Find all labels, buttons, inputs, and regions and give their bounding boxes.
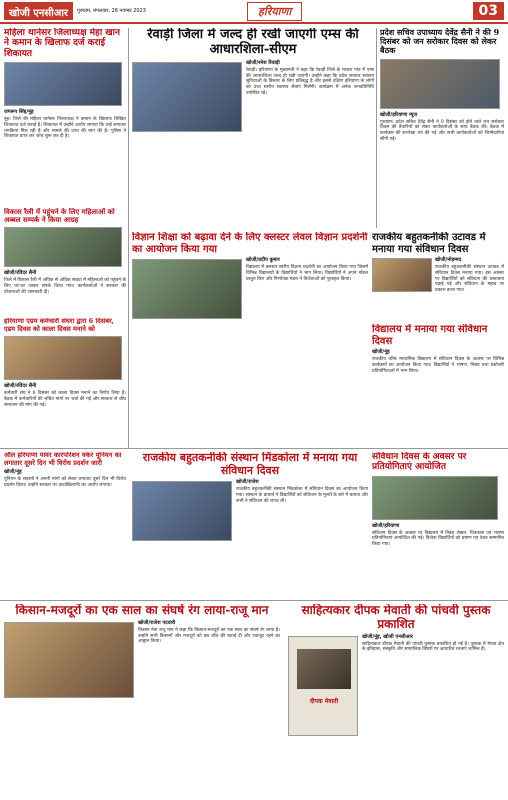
book-cover <box>288 636 358 736</box>
headline: प्रदेश सचिव उपाध्याय देवेंद्र सैनी ने की 9 दिसंबर को जन सरोकार दिवस को लेकर बैठक <box>380 28 500 56</box>
headline: किसान-मजदूरों का एक साल का संघर्ष रंग लाया-राजू मान <box>15 604 269 617</box>
byline: खोजी/नूंह <box>4 469 22 476</box>
article-body: साहित्यकार दीपक मेवाती की पांचवी पुस्तक प्रकाशित हो गई है। पुस्तक में मेवात क्षेत्र के इतिहास, संस्कृति और सामाजिक विषयों पर आधारित रचनाएं शामिल हैं। <box>362 641 504 653</box>
section-divider <box>0 600 508 601</box>
byline: खोजी/हरियाणा न्यूज <box>380 111 418 118</box>
byline: जगरूप सिंह/नूंह <box>4 109 34 116</box>
article-body: यूनियन के सदस्यों ने अपनी मांगों को लेकर लगातार दूसरे दिन भी विरोध प्रदर्शन किया। उन्होंने सरकार पर वादाखिलाफी का आरोप लगाया। <box>4 477 126 488</box>
byline: खोजी/रमेश रिवाड़ी <box>246 59 280 66</box>
news-photo <box>4 622 134 698</box>
headline: ऑल हरियाणा पावर कारपोरेशन वर्कर यूनियन का लगातार दूसरे दिन भी विरोध प्रदर्शन जारी <box>4 452 122 467</box>
column-divider <box>376 28 377 228</box>
article-body: नूंह। जिले की महिला थानेसर जिलाध्यक्ष ने कमान के खिलाफ लिखित शिकायत दर्ज कराई है। शिकायत में उन्होंने आरोप लगाया कि उन्हें लगातार धमकियां मिल रही हैं और मामले की जांच की मांग की है। पुलिस ने शिकायत प्राप्त कर जांच शुरू कर दी है। <box>4 117 126 140</box>
byline: खोजी/मोहम्मद <box>435 257 462 263</box>
headline: राजकीय बहुतकनीकी संस्थान मिंडकोला में मनाया गया संविधान दिवस <box>142 452 358 477</box>
article-body: किसान नेता राजू मान ने कहा कि किसान-मजदूरों का एक साल का संघर्ष रंग लाया है। उन्होंने सभी किसानों और मजदूरों को इस जीत की बधाई दी और एकजुट रहने का आह्वान किया। <box>138 627 280 645</box>
masthead <box>0 0 508 24</box>
headline: विकास रैली में पहुंचने के लिए महिलाओं को अब्बल सम्पर्क ने किया आग्रह <box>4 208 115 225</box>
article-body: संविधान दिवस के अवसर पर विद्यालय में निबंध लेखन, चित्रकला एवं भाषण प्रतियोगिताएं आयोजित की गईं। विजेता विद्यार्थियों को प्रमाण पत्र देकर सम्मानित किया गया। <box>372 530 504 548</box>
byline: खोजी/नूंह <box>372 349 390 355</box>
story-jan-sarokar <box>380 28 504 228</box>
story-power-union <box>4 452 126 598</box>
newspaper-logo: खोजी एनसीआर <box>4 2 73 20</box>
headline: राजकीय बहुतकनीकी उटावड में मनाया गया संविधान दिवस <box>372 232 486 255</box>
headline: संविधान दिवस के अवसर पर प्रतियोगिताएं आयोजित <box>372 452 467 473</box>
article-body: जिले में विकास रैली में अधिक से अधिक संख्या में महिलाओं को पहुंचने के लिए घर-घर जाकर संपर्क किया गया। कार्यकर्ताओं ने सरकार की योजनाओं की जानकारी दी। <box>4 278 126 295</box>
byline: खोजी/राजेश पटवारी <box>138 619 176 626</box>
news-photo <box>132 481 232 541</box>
headline: साहित्यकार दीपक मेवाती की पांचवी पुस्तक प्रकाशित <box>301 604 491 631</box>
byline: खोजी/राजेश <box>236 479 259 486</box>
page-number: 03 <box>473 2 504 20</box>
date-line: गुरुग्राम, मंगलवार, 28 नवम्बर 2023 <box>77 7 146 14</box>
story-employee-union <box>4 318 126 446</box>
news-photo <box>372 476 498 520</box>
story-book-published <box>288 604 504 796</box>
author-photo <box>297 649 351 689</box>
byline: खोजी/रविंदर सैनी <box>4 270 37 277</box>
story-competitions <box>372 452 504 598</box>
headline: विद्यालय में मनाया गया संविधान दिवस <box>372 324 488 347</box>
article-body: राजकीय वरिष्ठ माध्यमिक विद्यालय में संविधान दिवस के अवसर पर विभिन्न कार्यक्रमों का आयोजन किया गया। विद्यार्थियों ने भाषण, निबंध तथा प्रश्नोत्तरी प्रतियोगिताओं में भाग लिया। <box>372 357 504 374</box>
story-vikas-rally <box>4 208 126 318</box>
news-photo <box>380 59 500 109</box>
story-mindkola-samvidhan <box>132 452 368 598</box>
byline: खोजी/हरियाणा <box>372 522 400 529</box>
story-utawad-samvidhan <box>372 232 504 322</box>
book-cover-title: दीपक मेवाती <box>309 697 339 705</box>
article-body: राजकीय बहुतकनीकी संस्थान उटावड में संविधान दिवस मनाया गया। इस अवसर पर विद्यार्थियों को संविधान की प्रस्तावना पढ़ाई गई और संविधान के महत्व पर प्रकाश डाला गया। <box>435 265 504 294</box>
article-body: विद्यालय में क्लस्टर स्तरीय विज्ञान प्रदर्शनी का आयोजन किया गया जिसमें विभिन्न विद्यालयों के विद्यार्थियों ने भाग लिया। विद्यार्थियों ने अपने मॉडल प्रस्तुत किए और निर्णायक मंडल ने विजेताओं को पुरस्कृत किया। <box>246 265 368 282</box>
story-thanesar <box>4 28 126 208</box>
story-aiims <box>132 28 374 228</box>
story-science-exhibition <box>132 232 368 446</box>
headline: रेवाड़ी जिला में जल्द ही रखी जाएगी एम्स की आधारशिला-सीएम <box>147 28 359 57</box>
byline: खोजी/प्रदीप कुमार <box>246 257 280 263</box>
news-photo <box>4 336 122 380</box>
headline: विज्ञान शिक्षा को बढ़ावा देने के लिए क्लस्टर लेवल विज्ञान प्रदर्शनी का आयोजन किया गया <box>132 232 368 255</box>
article-body: कर्मचारी संघ ने 6 दिसंबर को काला दिवस मनाने का निर्णय लिया है। बैठक में कर्मचारियों की लंबित मांगों पर चर्चा की गई और सरकार से शीघ्र समाधान की मांग की गई। <box>4 391 126 408</box>
section-divider <box>0 448 508 449</box>
article-body: राजकीय बहुतकनीकी संस्थान मिंडकोला में संविधान दिवस का आयोजन किया गया। संस्थान के प्राचार्य ने विद्यार्थियों को संविधान के मूल्यों के बारे में बताया और सभी ने संविधान की शपथ ली। <box>236 487 368 504</box>
news-photo <box>4 227 122 267</box>
story-school-samvidhan <box>372 324 504 446</box>
headline: महिला थानेसर जिलाध्यक्ष मेहा खान ने कमान के खिलाफ दर्ज कराई शिकायत <box>4 28 120 59</box>
story-farmers-struggle <box>4 604 280 796</box>
byline: खोजी/रविंदर सैनी <box>4 383 37 390</box>
news-photo <box>372 258 432 292</box>
headline: हरियाणा एग्रम कर्मचारी संघरा द्वारा 6 दिसंबर, एडम दिवस को काला दिवस मनाने को <box>4 318 114 333</box>
news-photo <box>132 62 242 132</box>
section-title: हरियाणा <box>247 2 302 21</box>
article-body: गुरुग्राम। प्रदेश सचिव देवेंद्र सैनी ने 9 दिसंबर को होने वाले जन सरोकार दिवस की तैयारियों को लेकर कार्यकर्ताओं के साथ बैठक की। बैठक में कार्यक्रम की रूपरेखा तय की गई और सभी कार्यकर्ताओं को जिम्मेदारियां सौंपी गईं। <box>380 119 504 142</box>
news-photo <box>4 62 122 106</box>
article-body: रेवाड़ी। हरियाणा के मुख्यमंत्री ने कहा कि रेवाड़ी जिले के माजरा गांव में एम्स की आधारशिला जल्द ही रखी जाएगी। उन्होंने कहा कि प्रदेश सरकार स्वास्थ्य सुविधाओं के विस्तार के लिए प्रतिबद्ध है और इससे दक्षिण हरियाणा के लोगों को उच्च स्तरीय स्वास्थ्य सेवाएं मिलेंगी। कार्यक्रम में अनेक जनप्रतिनिधि उपस्थित रहे। <box>246 67 374 97</box>
news-photo <box>132 259 242 319</box>
column-divider <box>128 28 129 448</box>
byline: खोजी/नूंह, खोजी एनसीआर <box>362 633 413 640</box>
